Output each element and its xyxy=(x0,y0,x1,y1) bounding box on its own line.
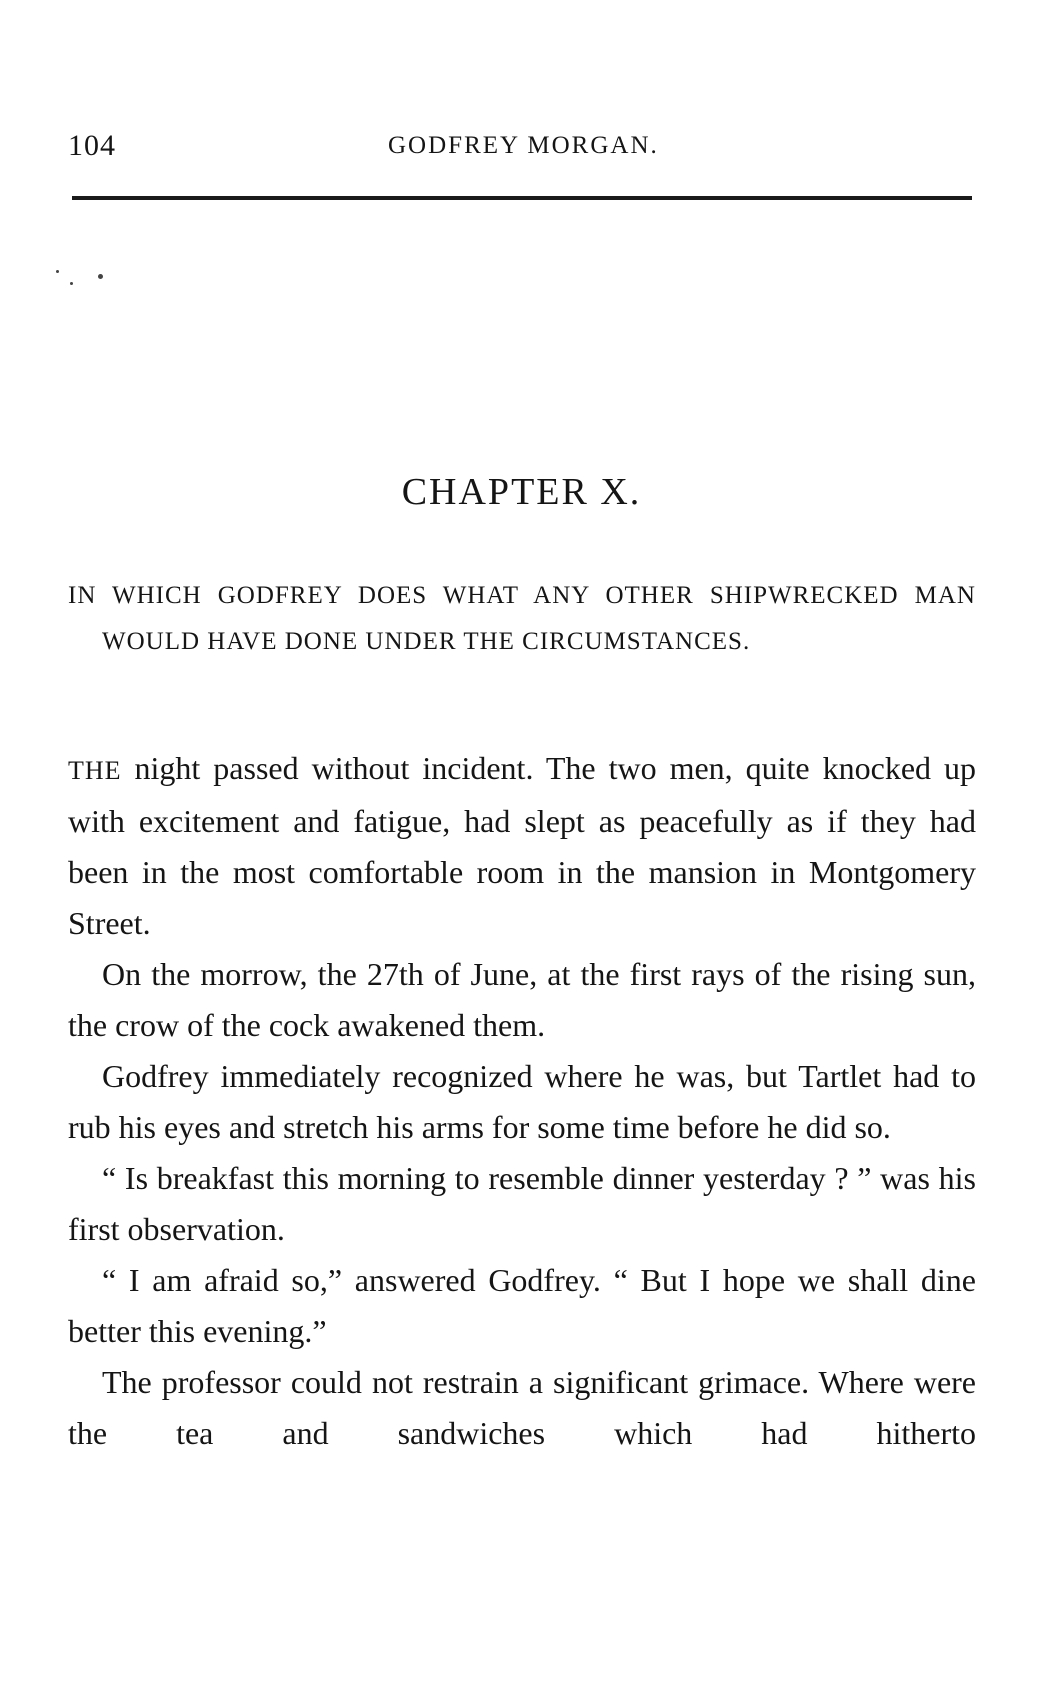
paragraph-1-text: night passed without incident. The two men, quite knocked up with excitement and fatigue, had slept as peacefully as if they had been in the most comfortable room in the mansion in Montgomery Street. xyxy=(68,750,976,941)
speck xyxy=(56,270,59,273)
running-title: GODFREY MORGAN. xyxy=(388,132,659,159)
paragraph-5: “ I am afraid so,” answered Godfrey. “ But I hope we shall dine better this evening.” xyxy=(68,1262,976,1349)
paragraph-3: Godfrey immediately recognized where he was, but Tartlet had to rub his eyes and stretch his arms for some time before he did so. xyxy=(68,1058,976,1145)
paragraph-4: “ Is breakfast this morning to resemble dinner yesterday ? ” was his first observation. xyxy=(68,1160,976,1247)
print-specks xyxy=(56,262,136,292)
paragraph-lead-smallcaps: THE xyxy=(68,756,122,785)
running-head xyxy=(68,126,976,166)
paragraph-1 xyxy=(68,743,976,949)
speck xyxy=(70,282,73,285)
paragraph-2: On the morrow, the 27th of June, at the first rays of the rising sun, the crow of the cock awakened them. xyxy=(68,956,976,1043)
chapter-subtitle: IN WHICH GODFREY DOES WHAT ANY OTHER SHIPWRECKED MAN WOULD HAVE DONE UNDER THE CIRCUMSTANCES. xyxy=(68,582,976,655)
page-number: 104 xyxy=(68,129,116,162)
chapter-title: CHAPTER X. xyxy=(401,471,642,513)
paragraph-6: The professor could not restrain a significant grimace. Where were the tea and sandwiches which had hitherto xyxy=(68,1364,976,1451)
body-text xyxy=(68,743,976,1459)
header-rule xyxy=(72,196,972,200)
speck xyxy=(98,274,103,279)
